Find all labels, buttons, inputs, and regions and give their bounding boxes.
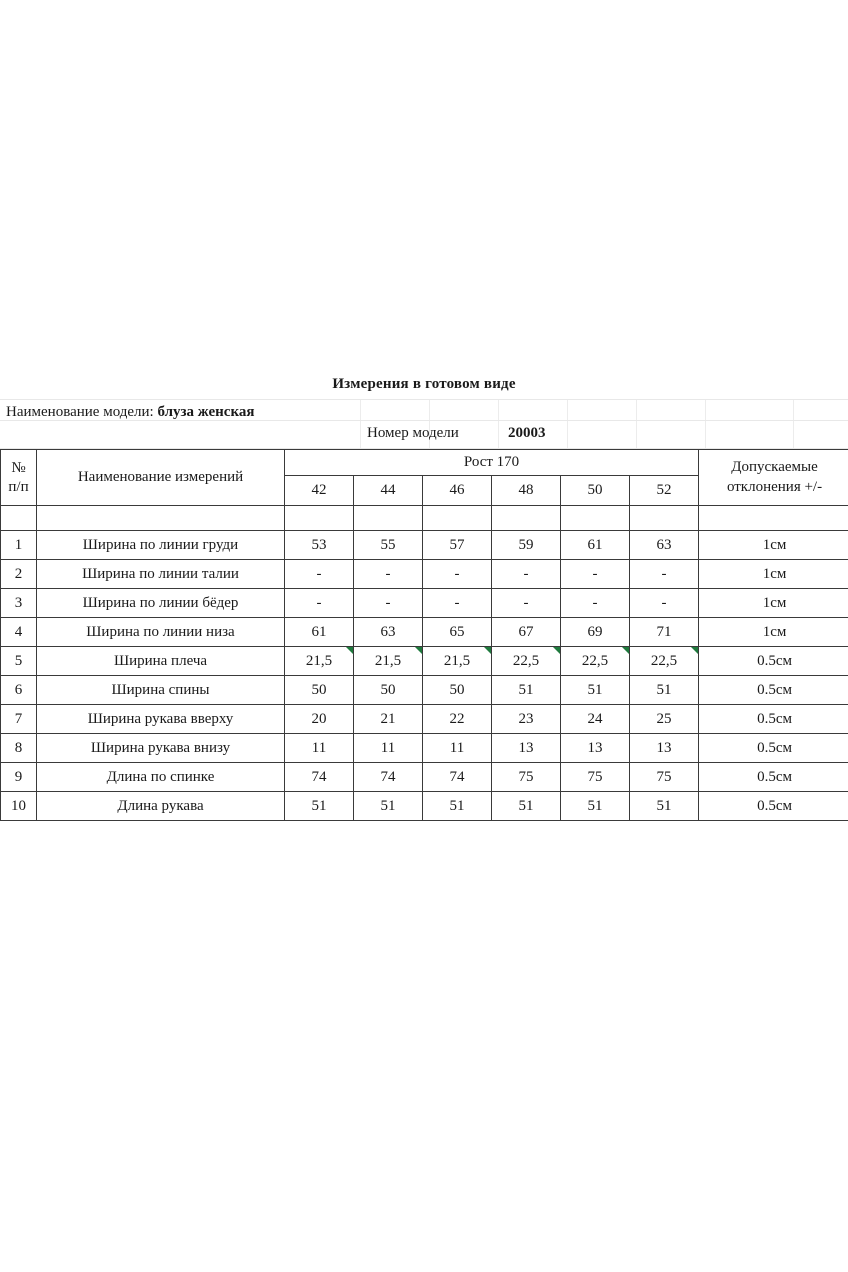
model-number-value: 20003 [508, 425, 546, 441]
row-deviation: 0.5см [699, 647, 848, 676]
table-row [1, 676, 848, 705]
row-value: 51 [561, 676, 630, 705]
row-value: - [354, 560, 423, 589]
row-number: 3 [1, 589, 37, 618]
row-measurement-name: Ширина по линии талии [37, 560, 285, 589]
row-value: 51 [630, 676, 699, 705]
row-measurement-name: Ширина по линии бёдер [37, 589, 285, 618]
header-height-group: Рост 170 [285, 450, 699, 476]
measurement-sheet [0, 374, 848, 821]
row-value: 51 [561, 792, 630, 821]
row-value: 74 [423, 763, 492, 792]
row-value: 21,5 [354, 647, 423, 676]
row-deviation: 0.5см [699, 763, 848, 792]
table-row [1, 763, 848, 792]
row-value: - [630, 589, 699, 618]
row-value: - [492, 560, 561, 589]
measurements-table [0, 449, 848, 821]
row-value: - [423, 560, 492, 589]
row-value: - [354, 589, 423, 618]
row-value: 51 [285, 792, 354, 821]
header-deviation [699, 450, 848, 506]
row-value: - [285, 589, 354, 618]
row-value: 53 [285, 531, 354, 560]
row-value: 59 [492, 531, 561, 560]
row-value: 11 [423, 734, 492, 763]
row-value: - [285, 560, 354, 589]
row-value: 75 [630, 763, 699, 792]
row-value: 22,5 [561, 647, 630, 676]
table-spacer-row [1, 506, 848, 531]
model-name-label: Наименование модели: [6, 404, 154, 420]
header-measurement-name: Наименование измерений [37, 450, 285, 506]
row-value: 67 [492, 618, 561, 647]
row-number: 8 [1, 734, 37, 763]
model-name-row [0, 399, 848, 421]
row-number: 7 [1, 705, 37, 734]
model-number-label: Номер модели [367, 425, 459, 441]
spacer-cell [285, 506, 354, 531]
row-value: 22,5 [492, 647, 561, 676]
faint-gridline [429, 400, 430, 420]
row-value: 50 [354, 676, 423, 705]
faint-gridline [793, 400, 794, 420]
row-number: 6 [1, 676, 37, 705]
row-value: 63 [354, 618, 423, 647]
row-value: 55 [354, 531, 423, 560]
row-value: 65 [423, 618, 492, 647]
row-measurement-name: Ширина рукава вверху [37, 705, 285, 734]
header-size-50: 50 [561, 476, 630, 506]
spacer-cell [630, 506, 699, 531]
row-value: 11 [285, 734, 354, 763]
row-number: 5 [1, 647, 37, 676]
row-measurement-name: Ширина плеча [37, 647, 285, 676]
header-size-46: 46 [423, 476, 492, 506]
row-value: 21,5 [423, 647, 492, 676]
faint-gridline [360, 400, 361, 420]
row-value: 74 [354, 763, 423, 792]
row-value: 61 [561, 531, 630, 560]
row-value: 11 [354, 734, 423, 763]
row-value: 51 [354, 792, 423, 821]
row-value: 22 [423, 705, 492, 734]
row-deviation: 0.5см [699, 734, 848, 763]
header-size-44: 44 [354, 476, 423, 506]
row-value: 13 [492, 734, 561, 763]
faint-gridline [705, 421, 706, 448]
row-deviation: 1см [699, 531, 848, 560]
faint-gridline [567, 400, 568, 420]
table-row [1, 618, 848, 647]
faint-gridline [636, 421, 637, 448]
faint-gridline [705, 400, 706, 420]
model-number-row [0, 421, 848, 449]
row-value: 13 [561, 734, 630, 763]
header-deviation-line2: отклонения +/- [726, 478, 823, 495]
faint-gridline [498, 421, 499, 448]
header-size-42: 42 [285, 476, 354, 506]
row-value: 25 [630, 705, 699, 734]
faint-gridline [793, 421, 794, 448]
row-measurement-name: Длина по спинке [37, 763, 285, 792]
row-value: 22,5 [630, 647, 699, 676]
row-deviation: 1см [699, 589, 848, 618]
table-row [1, 531, 848, 560]
row-value: 75 [492, 763, 561, 792]
row-value: 50 [423, 676, 492, 705]
row-measurement-name: Ширина по линии груди [37, 531, 285, 560]
row-deviation: 0.5см [699, 792, 848, 821]
header-size-48: 48 [492, 476, 561, 506]
row-value: 51 [423, 792, 492, 821]
table-row [1, 589, 848, 618]
spacer-cell [37, 506, 285, 531]
spacer-cell [699, 506, 848, 531]
row-value: 51 [492, 792, 561, 821]
row-value: - [492, 589, 561, 618]
faint-gridline [567, 421, 568, 448]
header-no-line1: № [11, 459, 26, 476]
row-number: 9 [1, 763, 37, 792]
model-name-value: блуза женская [157, 404, 255, 420]
table-row [1, 792, 848, 821]
row-value: 51 [492, 676, 561, 705]
table-row [1, 734, 848, 763]
row-deviation: 0.5см [699, 676, 848, 705]
row-measurement-name: Длина рукава [37, 792, 285, 821]
row-deviation: 1см [699, 618, 848, 647]
row-value: - [561, 560, 630, 589]
row-value: 75 [561, 763, 630, 792]
row-value: 74 [285, 763, 354, 792]
faint-gridline [360, 421, 361, 448]
row-value: 51 [630, 792, 699, 821]
row-value: - [630, 560, 699, 589]
spacer-cell [561, 506, 630, 531]
row-measurement-name: Ширина по линии низа [37, 618, 285, 647]
row-measurement-name: Ширина рукава внизу [37, 734, 285, 763]
row-number: 2 [1, 560, 37, 589]
row-value: 61 [285, 618, 354, 647]
row-value: 13 [630, 734, 699, 763]
faint-gridline [636, 400, 637, 420]
row-number: 1 [1, 531, 37, 560]
row-value: 20 [285, 705, 354, 734]
table-header-row [1, 450, 848, 476]
table-row [1, 560, 848, 589]
spacer-cell [423, 506, 492, 531]
row-value: 21 [354, 705, 423, 734]
row-deviation: 1см [699, 560, 848, 589]
header-size-52: 52 [630, 476, 699, 506]
row-value: 21,5 [285, 647, 354, 676]
faint-gridline [498, 400, 499, 420]
table-row [1, 647, 848, 676]
row-value: 69 [561, 618, 630, 647]
row-number: 4 [1, 618, 37, 647]
spacer-cell [1, 506, 37, 531]
table-row [1, 705, 848, 734]
row-value: 71 [630, 618, 699, 647]
page-title: Измерения в готовом виде [332, 376, 516, 392]
row-deviation: 0.5см [699, 705, 848, 734]
spacer-cell [354, 506, 423, 531]
row-value: 23 [492, 705, 561, 734]
row-value: 57 [423, 531, 492, 560]
row-value: - [561, 589, 630, 618]
spacer-cell [492, 506, 561, 531]
row-value: 50 [285, 676, 354, 705]
header-deviation-line1: Допускаемые [731, 459, 818, 475]
row-number: 10 [1, 792, 37, 821]
header-no [1, 450, 37, 506]
row-measurement-name: Ширина спины [37, 676, 285, 705]
header-no-line2: п/п [8, 478, 29, 495]
row-value: 24 [561, 705, 630, 734]
row-value: - [423, 589, 492, 618]
row-value: 63 [630, 531, 699, 560]
